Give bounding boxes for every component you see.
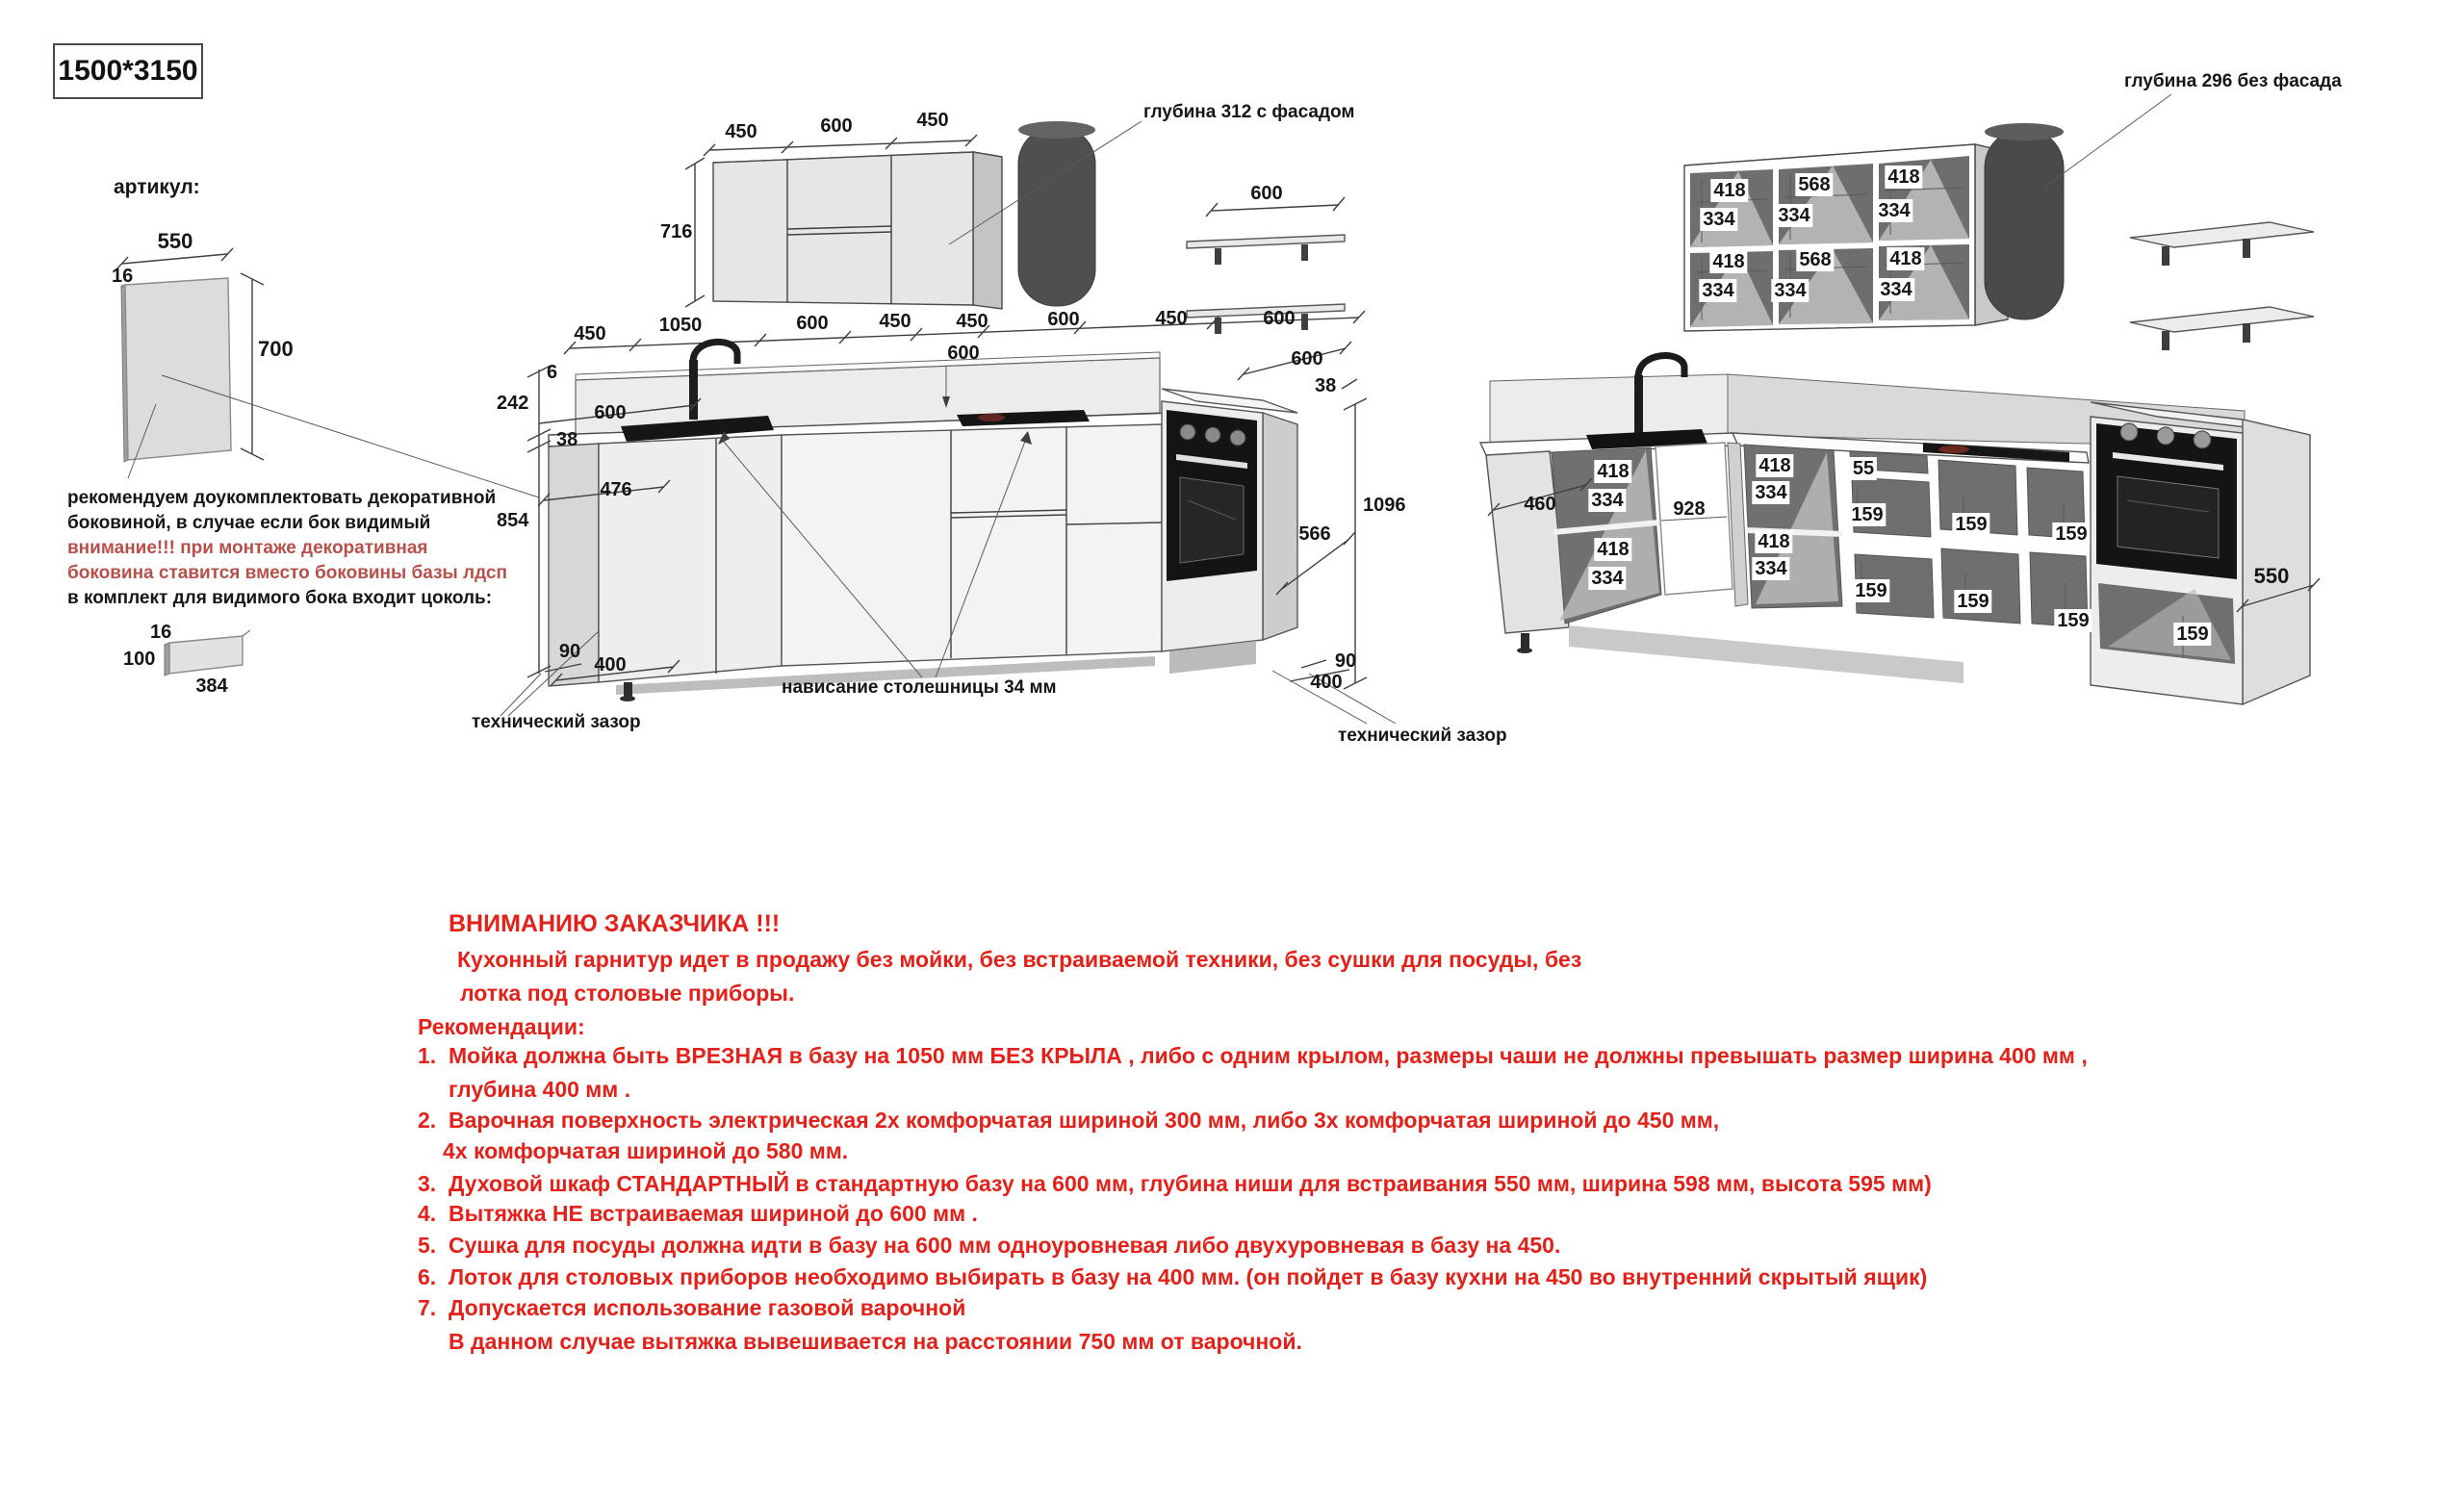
- item-text: Духовой шкаф СТАНДАРТНЫЙ в стандартную базу на 600 мм, глубина ниши для встраивания 550 мм, ширина 598 мм, высота 595 мм): [449, 1171, 1932, 1196]
- item-number: 2.: [418, 1108, 437, 1133]
- artikul-title: артикул:: [114, 176, 200, 198]
- dim-label: 568: [1796, 248, 1834, 271]
- dim-label: 600: [1250, 183, 1283, 204]
- artikul-panel-drawing: [116, 248, 539, 497]
- dim-label: 450: [916, 110, 949, 131]
- recommendation-item-cont: глубина 400 мм .: [449, 1077, 631, 1102]
- overall-size-box: 1500*3150: [53, 43, 203, 99]
- dim-label: 242: [497, 393, 529, 414]
- note-line: рекомендуем доукомплектовать декоративной: [67, 488, 497, 508]
- dim-label: 418: [1756, 454, 1793, 477]
- dim-label: 90: [558, 641, 581, 662]
- note-line: боковиной, в случае если бок видимый: [67, 513, 431, 533]
- item-number: 1.: [418, 1043, 437, 1068]
- dim-label: 159: [1852, 579, 1889, 602]
- recommendation-item: [418, 1201, 978, 1226]
- dim-label: 854: [497, 510, 529, 531]
- dim-label: 418: [1885, 166, 1922, 189]
- notes-intro: лотка под столовые приборы.: [460, 981, 795, 1006]
- item-number: 6.: [418, 1264, 437, 1289]
- side-panel-note: [67, 486, 507, 611]
- wall-cabinet: [685, 135, 1002, 309]
- item-number: 4.: [418, 1201, 437, 1226]
- notes-intro: Кухонный гарнитур идет в продажу без мойки, без встраиваемой техники, без сушки для посуды, без: [457, 947, 1582, 972]
- note-line-warning: внимание!!! при монтаже декоративная: [67, 538, 428, 558]
- dim-label: 566: [1298, 523, 1331, 545]
- dim-label: 716: [660, 221, 693, 242]
- recommendation-item: [418, 1108, 1719, 1133]
- hood-depth-note: глубина 296 без фасада: [2124, 71, 2342, 91]
- item-number: 3.: [418, 1171, 437, 1196]
- dim-label: 418: [1594, 538, 1631, 561]
- item-number: 7.: [418, 1295, 437, 1320]
- item-text: Сушка для посуды должна идти в базу на 600 мм одноуровневая либо двухуровневая в базу на 450.: [449, 1233, 1561, 1258]
- dim-label: 159: [1954, 590, 1991, 613]
- recommendation-item: [418, 1171, 1932, 1196]
- dim-label: 38: [556, 429, 578, 450]
- dim-label: 159: [1848, 503, 1886, 526]
- plinth-drawing: [165, 630, 250, 676]
- dim-label: 600: [1263, 308, 1296, 329]
- dim-label: 159: [1952, 513, 1989, 536]
- dim-label: 1096: [1363, 495, 1406, 516]
- dim-label: 600: [594, 402, 627, 423]
- recommendations-title: Рекомендации:: [418, 1014, 585, 1039]
- dim-label: 400: [1310, 672, 1343, 693]
- dim-label: 450: [879, 311, 911, 332]
- overhang-note: нависание столешницы 34 мм: [782, 677, 1057, 698]
- dim-label: 418: [1755, 530, 1792, 553]
- iso-oven-unit: [2091, 402, 2320, 704]
- dim-label: 460: [1524, 494, 1556, 515]
- recommendation-item-cont: В данном случае вытяжка вывешивается на расстоянии 750 мм от варочной.: [449, 1329, 1302, 1354]
- tech-gap-note: технический зазор: [472, 712, 641, 732]
- hood-depth-note: глубина 312 с фасадом: [1143, 102, 1355, 122]
- dim-label: 928: [1673, 498, 1706, 520]
- dim-label: 550: [2253, 564, 2290, 588]
- dim-label: 600: [1047, 309, 1080, 330]
- dim-label: 600: [947, 343, 980, 364]
- dim-label: 600: [1291, 348, 1323, 370]
- dim-label: 476: [600, 479, 632, 500]
- dim-label: 100: [123, 649, 156, 670]
- dim-label: 159: [2054, 609, 2092, 632]
- dim-label: 700: [258, 337, 294, 361]
- dim-label: 334: [1700, 208, 1737, 231]
- dim-label: 334: [1699, 279, 1736, 302]
- note-line-warning: боковина ставится вместо боковины базы лдсп: [67, 563, 507, 583]
- iso-wall-cabinet: [1684, 144, 2008, 331]
- dim-label: 334: [1775, 204, 1812, 227]
- dim-label: 600: [796, 313, 829, 334]
- dim-label: 450: [956, 311, 988, 332]
- recommendation-item: [418, 1043, 2088, 1068]
- dim-label: 400: [594, 654, 627, 676]
- tech-gap-note: технический зазор: [1338, 726, 1507, 746]
- recommendation-item: [418, 1264, 1927, 1289]
- recommendation-item: [418, 1233, 1560, 1258]
- dim-label: 1050: [658, 315, 703, 336]
- dim-label: 334: [1875, 199, 1912, 222]
- dim-label: 450: [1155, 308, 1188, 329]
- item-text: Варочная поверхность электрическая 2х комфорчатая шириной 300 мм, либо 3х комфорчатая шириной до 450 мм,: [449, 1108, 1720, 1133]
- dim-label: 334: [1771, 279, 1809, 302]
- dim-label: 16: [112, 266, 134, 287]
- dim-label: 159: [2052, 523, 2090, 546]
- dim-label: 334: [1588, 489, 1626, 512]
- oven-unit-elevation: [1162, 342, 1396, 724]
- recommendation-item: [418, 1295, 965, 1320]
- dim-label: 38: [1315, 375, 1337, 396]
- dim-label: 334: [1877, 278, 1914, 301]
- dim-label: 418: [1710, 179, 1748, 202]
- dim-label: 600: [820, 115, 853, 137]
- dim-label: 16: [150, 622, 172, 643]
- dim-label: 450: [574, 323, 606, 344]
- dim-label: 550: [157, 229, 193, 253]
- item-text: Допускается использование газовой варочной: [449, 1295, 966, 1320]
- dim-label: 159: [2173, 623, 2211, 646]
- dim-label: 418: [1709, 250, 1747, 273]
- dim-label: 334: [1752, 481, 1789, 504]
- dim-label: 384: [195, 676, 228, 697]
- dim-label: 6: [547, 362, 558, 383]
- dim-label: 418: [1594, 460, 1631, 483]
- item-text: Вытяжка НЕ встраиваемая шириной до 600 мм .: [449, 1201, 978, 1226]
- iso-hood-cylinder: [1985, 94, 2171, 319]
- dim-label: 334: [1752, 557, 1789, 580]
- dim-label: 418: [1886, 247, 1924, 270]
- dim-label: 90: [1334, 650, 1357, 672]
- iso-wall-shelves: [2130, 222, 2314, 350]
- notes-title: ВНИМАНИЮ ЗАКАЗЧИКА !!!: [449, 910, 781, 937]
- item-text: Лоток для столовых приборов необходимо выбирать в базу на 400 мм. (он пойдет в базу кухни на 450 во внутренний скрытый ящик): [449, 1264, 1928, 1289]
- item-number: 5.: [418, 1233, 437, 1258]
- recommendation-item-cont: 4х комфорчатая шириной до 580 мм.: [443, 1138, 849, 1163]
- dim-label: 55: [1850, 457, 1877, 480]
- dim-label: 450: [725, 121, 757, 142]
- item-text: Мойка должна быть ВРЕЗНАЯ в базу на 1050 мм БЕЗ КРЫЛА , либо с одним крылом, размеры чаши не должны превышать размер ширина 400 мм ,: [449, 1043, 2088, 1068]
- dim-label: 334: [1588, 567, 1626, 590]
- note-line: в комплект для видимого бока входит цоколь:: [67, 588, 493, 608]
- dim-label: 568: [1795, 173, 1833, 196]
